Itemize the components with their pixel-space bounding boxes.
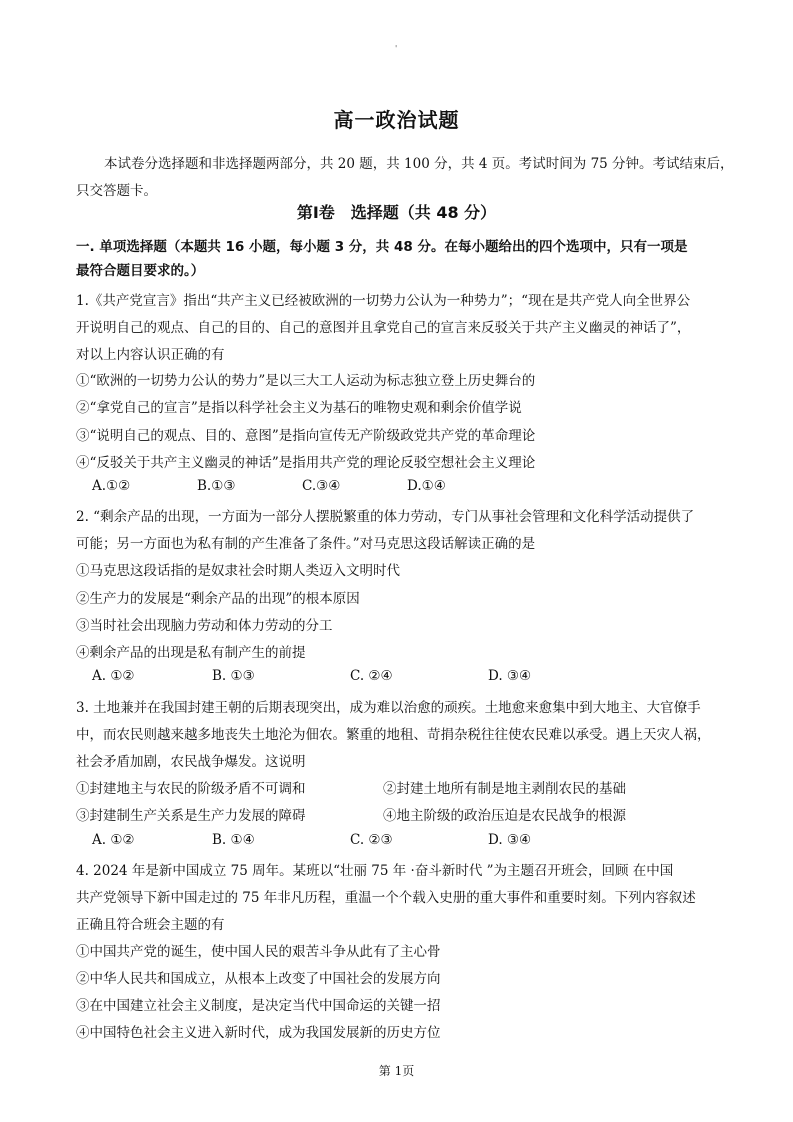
q1-stem-2: 开说明自己的观点、自己的目的、自己的意图并且拿党自己的宣言来反驳关于共产主义幽灵的神话了”， [76, 320, 691, 336]
q3-item-4: ④地主阶级的政治压迫是农民战争的根源 [383, 808, 626, 824]
q3-stem-1: 3. 土地兼并在我国封建王朝的后期表现突出，成为难以治愈的顽疾。土地愈来愈集中到大地主、大官僚手 [76, 700, 701, 716]
q1-option-c: C.③④ [302, 478, 341, 494]
q2-options [92, 668, 531, 684]
q4-stem-3: 正确且符合班会主题的有 [76, 917, 225, 933]
q1-options [92, 478, 446, 494]
q1-stem-3: 对以上内容认识正确的有 [76, 347, 225, 363]
q2-option-b: B. ①③ [212, 668, 255, 684]
page-number: 第 1页 [378, 1064, 415, 1078]
q1-option-b: B.①③ [197, 478, 236, 494]
q2-item-2: ②生产力的发展是“剩余产品的出现”的根本原因 [76, 591, 360, 607]
q3-stem-3: 社会矛盾加剧，农民战争爆发。这说明 [76, 754, 306, 770]
q2-option-a: A. ①② [92, 668, 135, 684]
q1-stem-1: 1.《共产党宣言》指出“共产主义已经被欧洲的一切势力公认为一种势力”；“现在是共产党人向全世界公 [76, 293, 691, 309]
q1-item-3: ③“说明自己的观点、目的、意图”是指向宣传无产阶级政党共产党的革命理论 [76, 428, 536, 444]
q4-stem-2: 共产党领导下新中国走过的 75 年非凡历程，重温一个个载入史册的重大事件和重要时刻。下列内容叙述 [76, 890, 696, 906]
q4-stem-1: 4. 2024 年是新中国成立 75 周年。某班以“壮丽 75 年 ·奋斗新时代 ”为主题召开班会，回顾 在中国 [76, 863, 674, 879]
q2-item-3: ③当时社会出现脑力劳动和体力劳动的分工 [76, 618, 333, 634]
q2-option-d: D. ③④ [488, 668, 532, 684]
q3-item-2: ②封建土地所有制是地主剥削农民的基础 [383, 781, 626, 797]
q1-item-4: ④“反驳关于共产主义幽灵的神话”是指用共产党的理论反驳空想社会主义理论 [76, 455, 536, 471]
q3-options [92, 832, 531, 848]
q3-option-a: A. ①② [92, 832, 135, 848]
instruction-line-1: 一. 单项选择题（本题共 16 小题，每小题 3 分，共 48 分。在每小题给出的四个选项中，只有一项是 [76, 239, 688, 255]
instruction-line-2: 最符合题目要求的。） [76, 263, 205, 279]
q4-item-2: ②中华人民共和国成立，从根本上改变了中国社会的发展方向 [76, 971, 441, 987]
q4-item-1: ①中国共产党的诞生，使中国人民的艰苦斗争从此有了主心骨 [76, 944, 441, 960]
q1-item-1: ①“欧洲的一切势力公认的势力”是以三大工人运动为标志独立登上历史舞台的 [76, 373, 536, 389]
q1-option-d: D.①④ [407, 478, 446, 494]
q1-item-2: ②“拿党自己的宣言”是指以科学社会主义为基石的唯物史观和剩余价值学说 [76, 400, 522, 416]
q2-item-1: ①马克思这段话指的是奴隶社会时期人类迈入文明时代 [76, 563, 400, 579]
section-title: 第Ⅰ卷 选择题（共 48 分） [296, 203, 497, 222]
q3-option-c: C. ②③ [350, 832, 393, 848]
q2-stem-2: 可能；另一方面也为私有制的产生准备了条件。”对马克思这段话解读正确的是 [76, 536, 536, 552]
q1-option-a: A.①② [92, 478, 131, 494]
q3-option-d: D. ③④ [488, 832, 532, 848]
intro-line-2: 只交答题卡。 [76, 183, 157, 199]
q3-stem-2: 中，而农民则越来越多地丧失土地沦为佃农。繁重的地租、苛捐杂税往往使农民难以承受。遇上天灾人祸， [76, 727, 711, 743]
q3-item-1: ①封建地主与农民的阶级矛盾不可调和 [76, 781, 306, 797]
q2-stem-1: 2. “剩余产品的出现，一方面为一部分人摆脱繁重的体力劳动，专门从事社会管理和文化科学活动提供了 [76, 509, 695, 525]
q3-option-b: B. ①④ [212, 832, 255, 848]
intro-line-1: 本试卷分选择题和非选择题两部分，共 20 题，共 100 分，共 4 页。考试时间为 75 分钟。考试结束后， [104, 156, 734, 172]
q4-item-4: ④中国特色社会主义进入新时代，成为我国发展新的历史方位 [76, 1025, 441, 1041]
q3-item-3: ③封建制生产关系是生产力发展的障碍 [76, 808, 306, 824]
q2-option-c: C. ②④ [350, 668, 393, 684]
q2-item-4: ④剩余产品的出现是私有制产生的前提 [76, 645, 306, 661]
page-title: 高一政治试题 [333, 108, 460, 132]
header-mark: ' [395, 44, 398, 53]
q4-item-3: ③在中国建立社会主义制度，是决定当代中国命运的关键一招 [76, 998, 441, 1014]
